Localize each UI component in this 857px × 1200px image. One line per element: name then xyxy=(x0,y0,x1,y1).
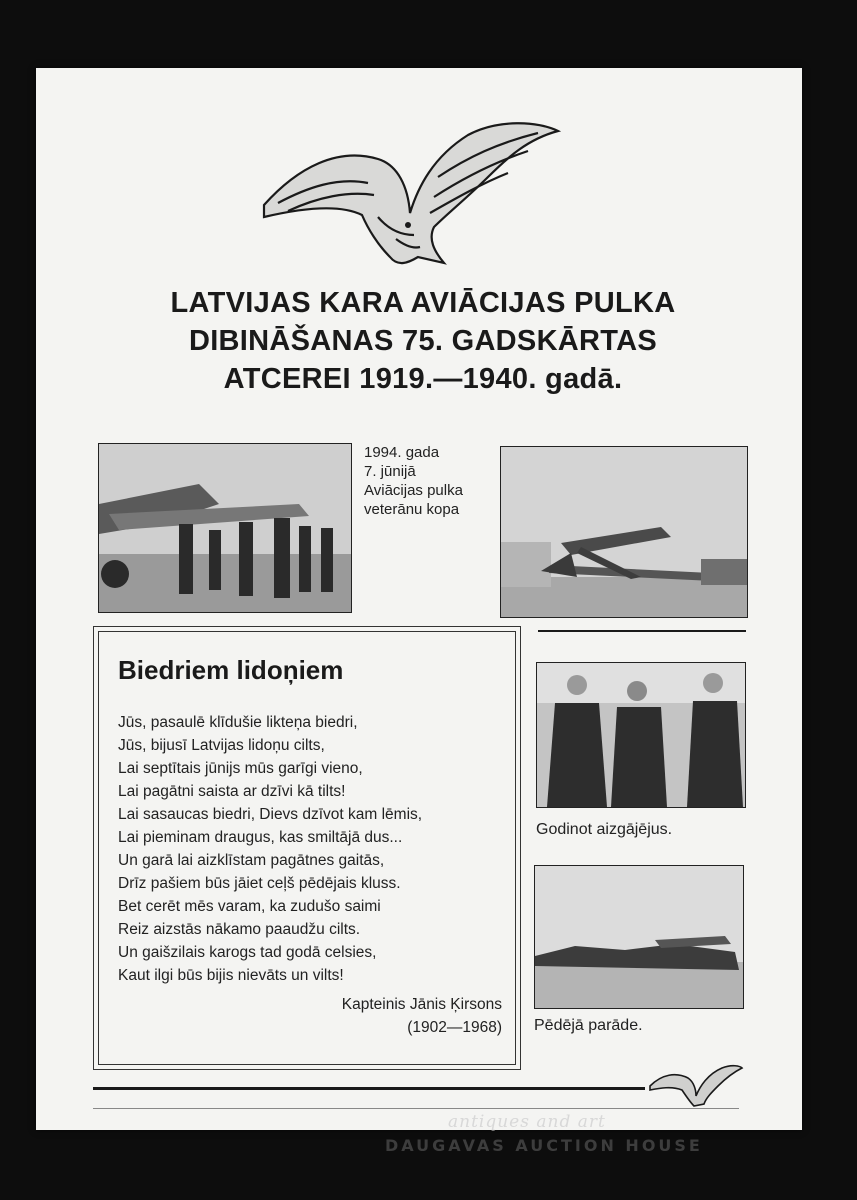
poem-line: Un garā lai aizklīstam pagātnes gaitās, xyxy=(118,852,385,869)
poem-line: Lai sasaucas biedri, Dievs dzīvot kam lēmis, xyxy=(118,806,423,823)
poem-text xyxy=(118,711,498,987)
photo-veterans-group xyxy=(98,443,352,613)
caption-line: veterānu kopa xyxy=(364,501,460,518)
poem-line: Jūs, pasaulē klīdušie likteņa biedri, xyxy=(118,714,358,731)
watermark-tagline: antiques and art xyxy=(448,1112,606,1132)
title-line-2: DIBINĀŠANAS 75. GADSKĀRTAS xyxy=(188,325,658,357)
poem-line: Un gaišzilais karogs tad godā celsies, xyxy=(118,944,377,961)
poem-author xyxy=(342,993,502,1039)
poem-line: Lai pagātni saista ar dzīvi kā tilts! xyxy=(118,783,346,800)
title-line-3: ATCEREI 1919.—1940. gadā. xyxy=(223,363,623,395)
photo-officers xyxy=(536,662,746,808)
poem-line: Drīz pašiem būs jāiet ceļš pēdējais kluss. xyxy=(118,875,401,892)
watermark-brand: DAUGAVAS AUCTION HOUSE xyxy=(385,1136,703,1155)
photo-veterans-caption xyxy=(364,443,463,519)
caption-line: 7. jūnijā xyxy=(364,463,416,480)
poem-line: Lai pieminam draugus, kas smiltājā dus... xyxy=(118,829,403,846)
page-title xyxy=(60,284,786,398)
poem-line: Kaut ilgi būs bijis nievāts un vilts! xyxy=(118,967,344,984)
title-line-1: LATVIJAS KARA AVIĀCIJAS PULKA xyxy=(170,287,676,319)
poem-line: Jūs, bijusī Latvijas lidoņu cilts, xyxy=(118,737,325,754)
photo-officers-caption: Godinot aizgājējus. xyxy=(536,821,673,838)
photo-planes-caption: Pēdējā parāde. xyxy=(534,1017,643,1034)
photo-planes-parade xyxy=(534,865,744,1009)
poem-line: Reiz aizstās nākamo paaudžu cilts. xyxy=(118,921,361,938)
author-name: Kapteinis Jānis Ķirsons xyxy=(341,996,502,1013)
eagle-small-icon xyxy=(648,1060,744,1110)
photo-biplane xyxy=(500,446,748,618)
poem-line: Lai septītais jūnijs mūs garīgi vieno, xyxy=(118,760,363,777)
poem-frame xyxy=(93,626,521,1070)
caption-line: Aviācijas pulka xyxy=(364,482,463,499)
poem-title: Biedriem lidoņiem xyxy=(118,655,344,685)
caption-line: 1994. gada xyxy=(364,444,440,461)
poem-line: Bet cerēt mēs varam, ka zudušo saimi xyxy=(118,898,381,915)
bottom-rule-thin xyxy=(93,1108,739,1109)
author-years: (1902—1968) xyxy=(407,1019,502,1036)
eagle-emblem-icon xyxy=(258,117,562,267)
column-divider xyxy=(538,630,746,632)
bottom-rule-thick xyxy=(93,1087,645,1090)
